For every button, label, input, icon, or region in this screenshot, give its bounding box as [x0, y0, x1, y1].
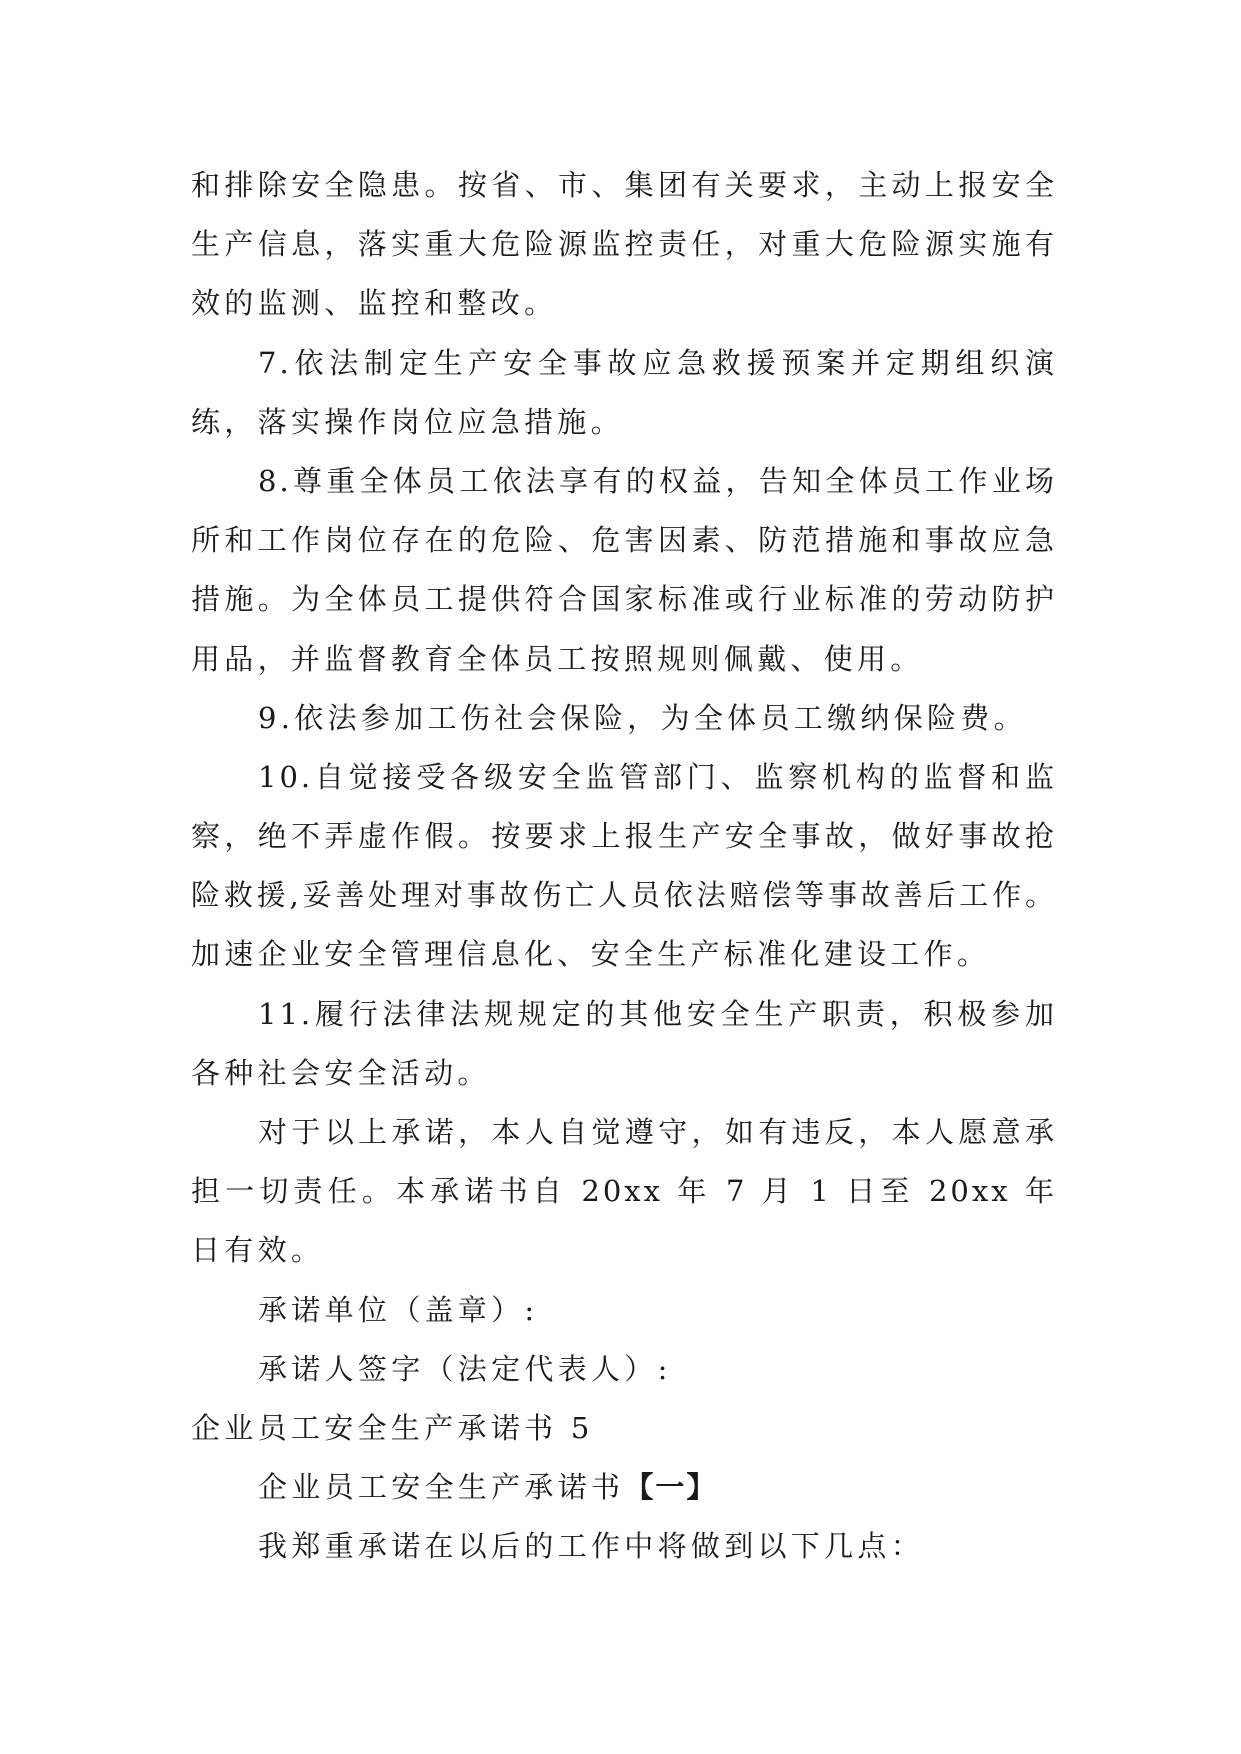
body-line: 加速企业安全管理信息化、安全生产标准化建设工作。: [191, 937, 991, 972]
subheading-marker: 【一】: [624, 1470, 718, 1505]
subheading: [191, 1458, 1057, 1517]
numbered-item-8: 8.尊重全体员工依法享有的权益，告知全体员工作业场: [258, 463, 1057, 498]
signature-person-line: 承诺人签字（法定代表人）:: [258, 1351, 672, 1386]
body-line: 所和工作岗位存在的危险、危害因素、防范措施和事故应急: [191, 523, 1057, 558]
body-line: 日有效。: [191, 1233, 325, 1268]
numbered-item-9: 9.依法参加工伤社会保险，为全体员工缴纳保险费。: [258, 700, 1027, 735]
commitment-paragraph: 对于以上承诺，本人自觉遵守，如有违反，本人愿意承: [258, 1115, 1057, 1149]
intro-line: 我郑重承诺在以后的工作中将做到以下几点：: [258, 1529, 925, 1564]
body-line: 担一切责任。本承诺书自 20xx 年 7 月 1 日至 20xx 年: [191, 1174, 1057, 1209]
document-body: [191, 156, 1057, 1577]
subheading-title: 企业员工安全生产承诺书: [258, 1470, 625, 1505]
body-line: 效的监测、监控和整改。: [191, 286, 558, 321]
numbered-item-7: 7.依法制定生产安全事故应急救援预案并定期组织演: [258, 345, 1057, 380]
body-line: 练，落实操作岗位应急措施。: [191, 404, 624, 439]
numbered-item-10: 10.自觉接受各级安全监管部门、监察机构的监督和监: [258, 759, 1057, 794]
body-line: 和排除安全隐患。按省、市、集团有关要求，主动上报安全: [191, 168, 1057, 202]
body-line: 用品，并监督教育全体员工按照规则佩戴、使用。: [191, 641, 924, 676]
section-title: 企业员工安全生产承诺书 5: [191, 1410, 594, 1445]
body-line: 险救援,妥善处理对事故伤亡人员依法赔偿等事故善后工作。: [191, 878, 1057, 913]
body-line: 措施。为全体员工提供符合国家标准或行业标准的劳动防护: [191, 582, 1057, 617]
signature-unit-line: 承诺单位（盖章）:: [258, 1292, 539, 1327]
body-line: 察，绝不弄虚作假。按要求上报生产安全事故，做好事故抢: [191, 819, 1057, 854]
body-line: 各种社会安全活动。: [191, 1055, 491, 1090]
numbered-item-11: 11.履行法律法规规定的其他安全生产职责，积极参加: [258, 996, 1057, 1031]
body-line: 生产信息，落实重大危险源监控责任，对重大危险源实施有: [191, 227, 1057, 262]
